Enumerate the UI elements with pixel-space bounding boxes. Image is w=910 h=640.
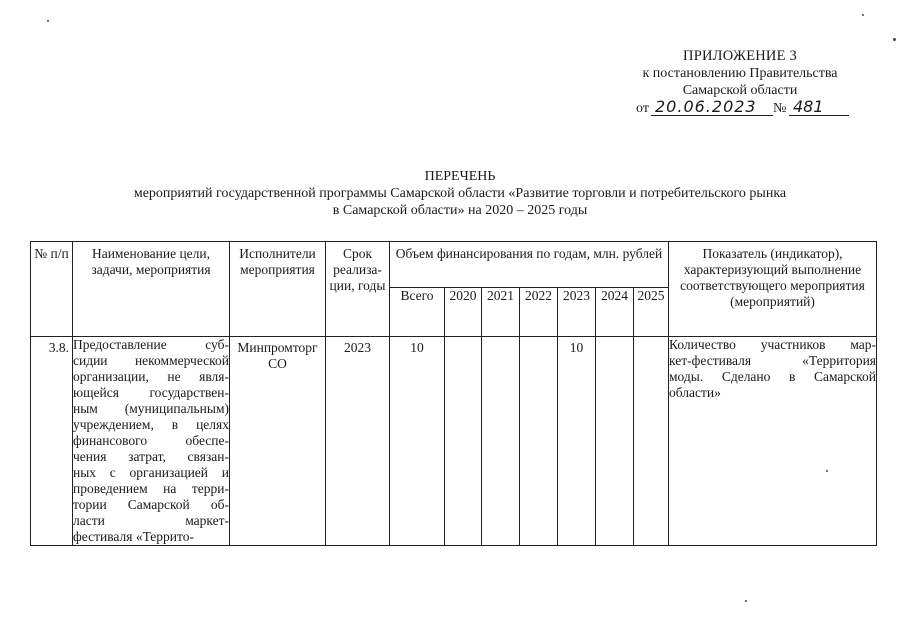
- indicator-line: Количество участников мар-: [669, 337, 877, 352]
- scan-speck: [745, 600, 747, 602]
- row-2020: [445, 337, 482, 546]
- header-name: Наименование цели, задачи, мероприятия: [73, 242, 230, 337]
- scan-speck: [47, 20, 49, 22]
- description-line: ющейся государствен-: [73, 385, 229, 400]
- header-executors: Исполнители мероприятия: [230, 242, 326, 337]
- description-line: ласти маркет-: [73, 513, 229, 528]
- row-2023: 10: [558, 337, 596, 546]
- row-term: 2023: [326, 337, 390, 546]
- document-heading: [60, 168, 860, 219]
- indicator-line: области»: [669, 385, 721, 400]
- appendix-line-3: Самарской области: [682, 83, 798, 98]
- description-line: тории Самарской об-: [73, 497, 229, 512]
- appendix-title: ПРИЛОЖЕНИЕ 3: [683, 48, 797, 64]
- row-2021: [482, 337, 520, 546]
- row-executor: Минпромторг СО: [230, 337, 326, 546]
- appendix-line-2: к постановлению Правительства: [642, 66, 838, 81]
- heading-subtitle-line-2: в Самарской области» на 2020 – 2025 годы: [332, 203, 588, 218]
- header-total: Всего: [390, 288, 445, 337]
- appendix-header: [620, 48, 860, 99]
- indicator-line: кет-фестиваля «Территория: [669, 353, 877, 368]
- row-2022: [520, 337, 558, 546]
- header-indicator: Показатель (индикатор), характеризующий выполнение соответствующего мероприятия (мероприятий): [669, 242, 877, 337]
- header-year-2021: 2021: [482, 288, 520, 337]
- row-description: [73, 337, 230, 546]
- table-row: [31, 337, 877, 546]
- header-year-2020: 2020: [445, 288, 482, 337]
- description-line: учреждением, в целях: [73, 417, 229, 432]
- description-line: ных с организацией и: [73, 465, 229, 480]
- header-year-2025: 2025: [634, 288, 669, 337]
- number-label: №: [773, 101, 787, 116]
- scan-speck: [862, 14, 864, 16]
- document-date-line: [636, 99, 866, 119]
- scan-speck: [826, 470, 828, 472]
- header-funding: Объем финансирования по годам, млн. рублей: [390, 242, 669, 288]
- from-label: от: [636, 101, 649, 116]
- row-total: 10: [390, 337, 445, 546]
- description-line: ным (муниципальным): [73, 401, 229, 416]
- header-year-2023: 2023: [558, 288, 596, 337]
- header-year-2024: 2024: [596, 288, 634, 337]
- header-term: Срок реализа-ции, годы: [326, 242, 390, 337]
- row-2024: [596, 337, 634, 546]
- header-year-2022: 2022: [520, 288, 558, 337]
- measures-table: [30, 241, 877, 546]
- description-line: чения затрат, связан-: [73, 449, 229, 464]
- description-line: организации, не явля-: [73, 369, 229, 384]
- description-line: фестиваля «Террито-: [73, 529, 194, 544]
- description-line: сидии некоммерческой: [73, 353, 229, 368]
- header-num: № п/п: [31, 242, 73, 337]
- document-number: 481: [789, 97, 849, 116]
- description-line: финансового обеспе-: [73, 433, 229, 448]
- row-2025: [634, 337, 669, 546]
- table-header-row-1: [31, 242, 877, 288]
- row-num: 3.8.: [31, 337, 73, 546]
- description-line: Предоставление суб-: [73, 337, 229, 352]
- indicator-line: моды. Сделано в Самарской: [669, 369, 877, 384]
- description-line: проведением на терри-: [73, 481, 229, 496]
- scan-speck: [893, 38, 896, 41]
- heading-subtitle-line-1: мероприятий государственной программы Самарской области «Развитие торговли и потребительского рынка: [133, 186, 787, 201]
- row-indicator: [669, 337, 877, 546]
- heading-title: ПЕРЕЧЕНЬ: [424, 169, 496, 184]
- document-date: 20.06.2023: [651, 97, 773, 116]
